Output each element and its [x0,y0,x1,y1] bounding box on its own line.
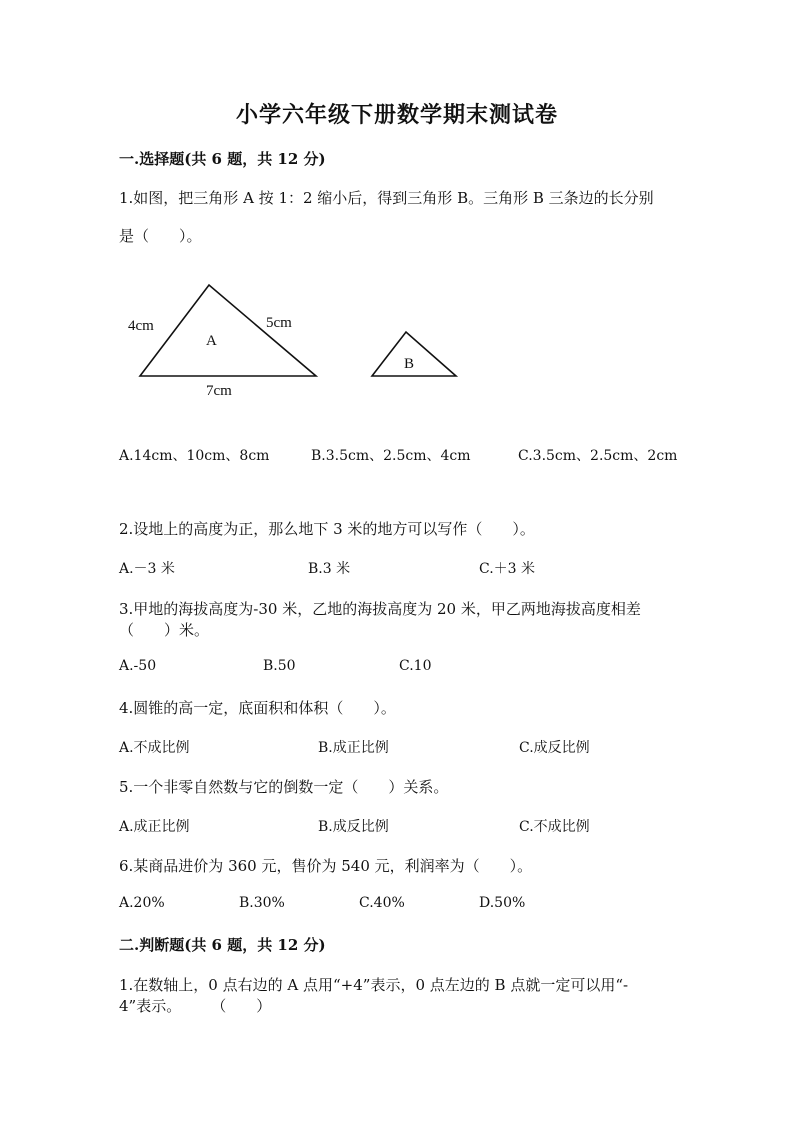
question-2-option-c[interactable]: C.＋3 米 [479,561,536,577]
question-1-text-cont: 是（ ）。 [119,227,202,245]
question-5-option-c[interactable]: C.不成比例 [519,819,590,835]
question-6-option-c[interactable]: C.40% [359,895,405,911]
judgement-1-text: 1.在数轴上，0 点右边的 A 点用“+4”表示，0 点左边的 B 点就一定可以用“- [119,976,629,994]
question-3-text-cont: （ ）米。 [119,621,210,639]
page-title: 小学六年级下册数学期末测试卷 [235,102,558,128]
triangle-a-bottom-side-label: 7cm [206,383,232,399]
question-4-option-a[interactable]: A.不成比例 [119,740,190,756]
question-4-text: 4.圆锥的高一定，底面积和体积（ ）。 [119,699,396,717]
section-heading-judgement: 二.判断题(共 6 题，共 12 分) [119,936,326,954]
triangle-a-left-side-label: 4cm [128,318,154,334]
question-1-option-c[interactable]: C.3.5cm、2.5cm、2cm [518,448,678,464]
question-1-text: 1.如图，把三角形 A 按 1：2 缩小后，得到三角形 B。三角形 B 三条边的长分别 [119,189,654,207]
question-1-option-b[interactable]: B.3.5cm、2.5cm、4cm [311,448,471,464]
question-5-option-b[interactable]: B.成反比例 [318,819,389,835]
question-1-option-a[interactable]: A.14cm、10cm、8cm [119,448,270,464]
question-6-text: 6.某商品进价为 360 元，售价为 540 元，利润率为（ ）。 [119,857,533,875]
triangle-a-right-side-label: 5cm [266,315,292,331]
question-3-option-b[interactable]: B.50 [263,658,296,674]
question-2-option-b[interactable]: B.3 米 [308,561,351,577]
judgement-1-text-cont: 4”表示。 （ ） [119,997,272,1015]
triangle-figure [120,270,480,410]
question-5-text: 5.一个非零自然数与它的倒数一定（ ）关系。 [119,778,449,796]
question-4-option-b[interactable]: B.成正比例 [318,740,389,756]
question-4-option-c[interactable]: C.成反比例 [519,740,590,756]
section-heading-choice: 一.选择题(共 6 题，共 12 分) [119,150,326,168]
question-3-option-c[interactable]: C.10 [399,658,432,674]
triangle-diagram [120,270,480,410]
question-6-option-d[interactable]: D.50% [479,895,526,911]
question-2-option-a[interactable]: A.－3 米 [119,561,175,577]
question-6-option-a[interactable]: A.20% [119,895,165,911]
triangle-a-label: A [206,333,217,349]
question-3-option-a[interactable]: A.-50 [119,658,157,674]
question-5-option-a[interactable]: A.成正比例 [119,819,190,835]
question-6-option-b[interactable]: B.30% [239,895,285,911]
question-3-text: 3.甲地的海拔高度为-30 米，乙地的海拔高度为 20 米，甲乙两地海拔高度相差 [119,600,641,618]
question-2-text: 2.设地上的高度为正，那么地下 3 米的地方可以写作（ ）。 [119,520,535,538]
triangle-b-label: B [404,356,415,372]
